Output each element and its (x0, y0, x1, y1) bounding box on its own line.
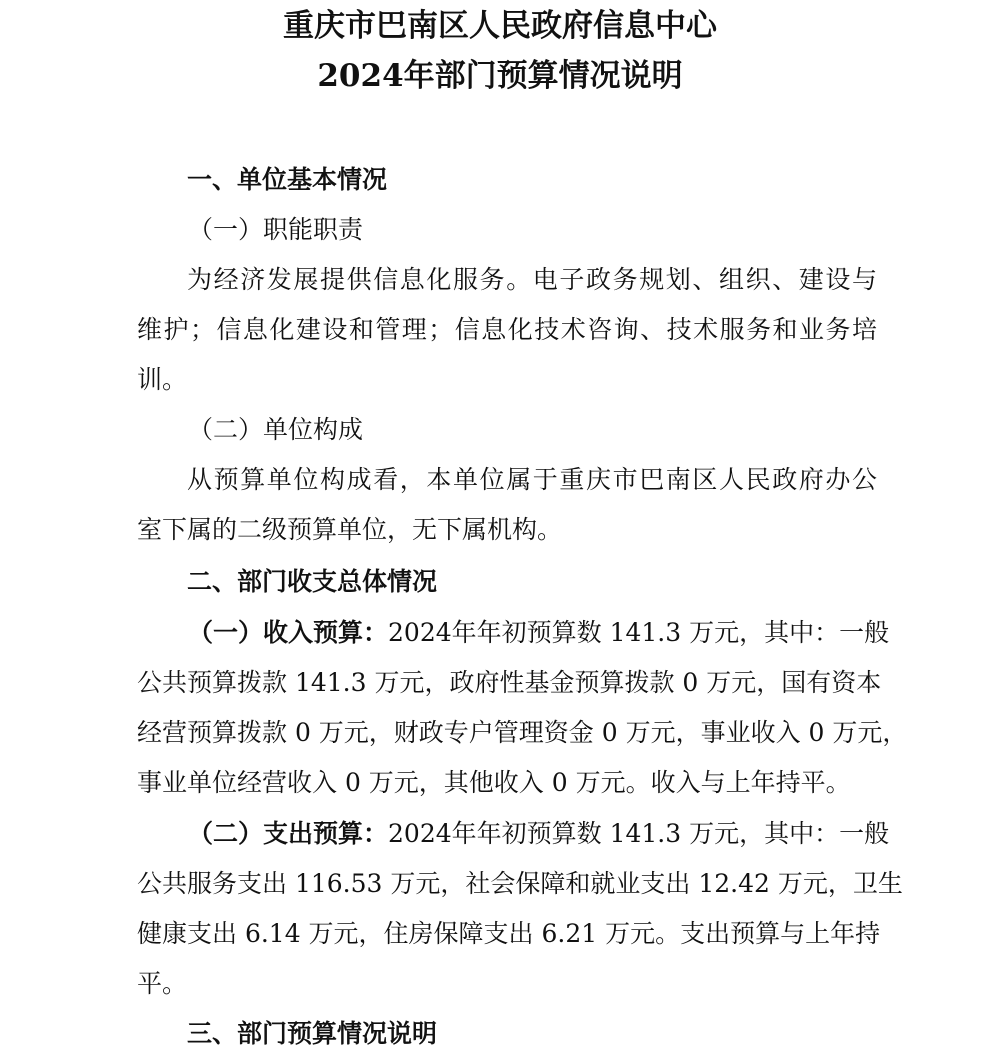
expense-line-3: 健康支出 6.14 万元，住房保障支出 6.21 万元。支出预算与上年持 (137, 919, 881, 948)
section1-sub2-heading: （二）单位构成 (188, 415, 364, 444)
section3-heading: 三、部门预算情况说明 (187, 1019, 438, 1048)
expense-line-2: 公共服务支出 116.53 万元，社会保障和就业支出 12.42 万元，卫生 (137, 869, 903, 898)
sub1-line-3: 训。 (137, 365, 188, 394)
document-title-line2: 2024年部门预算情况说明 (317, 58, 683, 94)
expense-line-1 (188, 818, 890, 850)
expense-label: （二）支出预算： (188, 819, 389, 848)
income-label: （一）收入预算： (188, 618, 389, 647)
document-title-line1: 重庆市巴南区人民政府信息中心 (283, 8, 717, 44)
sub2-line-2: 室下属的二级预算单位，无下属机构。 (137, 515, 563, 544)
sub1-line-1: 为经济发展提供信息化服务。电子政务规划、组织、建设与 (187, 265, 877, 294)
sub2-line-1: 从预算单位构成看，本单位属于重庆市巴南区人民政府办公 (187, 465, 877, 494)
sub1-line-2: 维护；信息化建设和管理；信息化技术咨询、技术服务和业务培 (137, 315, 877, 344)
income-line-4: 事业单位经营收入 0 万元，其他收入 0 万元。收入与上年持平。 (137, 768, 851, 797)
section1-heading: 一、单位基本情况 (187, 165, 388, 194)
income-line-2: 公共预算拨款 141.3 万元，政府性基金预算拨款 0 万元，国有资本 (137, 668, 882, 697)
section2-heading: 二、部门收支总体情况 (187, 567, 438, 596)
income-line-3: 经营预算拨款 0 万元，财政专户管理资金 0 万元，事业收入 0 万元， (137, 718, 908, 747)
expense-line-4: 平。 (137, 969, 188, 998)
section1-sub1-heading: （一）职能职责 (188, 215, 364, 244)
income-line-1 (188, 617, 890, 649)
income-text-1: 2024年年初预算数 141.3 万元，其中：一般 (388, 618, 890, 647)
expense-text-1: 2024年年初预算数 141.3 万元，其中：一般 (388, 819, 890, 848)
